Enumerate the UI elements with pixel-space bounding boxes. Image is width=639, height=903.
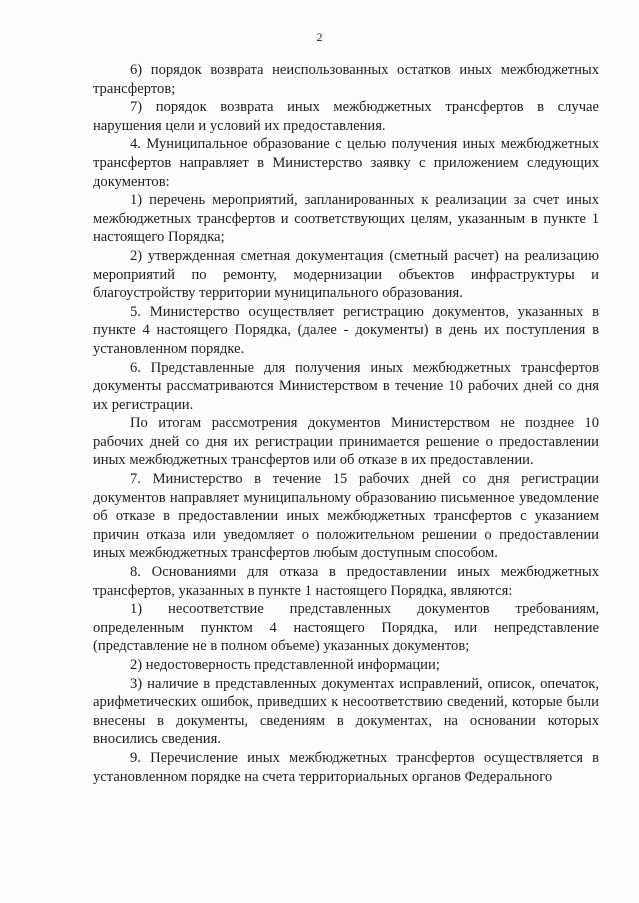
paragraph-clause-9: 9. Перечисление иных межбюджетных трансфертов осуществляется в установленном порядке на счета территориальных органов Федерального bbox=[93, 749, 599, 785]
paragraph-clause-8-item-1: 1) несоответствие представленных документов требованиям, определенным пунктом 4 настоящего Порядка, или непредставление (представление не в полном объеме) указанных документов; bbox=[93, 601, 599, 655]
paragraph-item-7: 7) порядок возврата иных межбюджетных трансфертов в случае нарушения цели и условий их предоставления. bbox=[93, 99, 599, 134]
paragraph-clause-5: 5. Министерство осуществляет регистрацию документов, указанных в пункте 4 настоящего Порядка, (далее - документы) в день их поступления в установленном порядке. bbox=[93, 303, 599, 357]
document-body bbox=[93, 61, 599, 786]
paragraph-clause-4-item-1: 1) перечень мероприятий, запланированных к реализации за счет иных межбюджетных трансфертов и соответствующих целям, указанным в пункте 1 настоящего Порядка; bbox=[93, 192, 599, 246]
paragraph-review-results: По итогам рассмотрения документов Министерством не позднее 10 рабочих дней со дня их регистрации принимается решение о предоставлении иных межбюджетных трансфертов или об отказе в их предоставлении. bbox=[93, 415, 599, 469]
paragraph-item-6: 6) порядок возврата неиспользованных остатков иных межбюджетных трансфертов; bbox=[93, 62, 599, 97]
paragraph-clause-4: 4. Муниципальное образование с целью получения иных межбюджетных трансфертов направляет в Министерство заявку с приложением следующих документов: bbox=[93, 136, 599, 190]
paragraph-clause-4-item-2: 2) утвержденная сметная документация (сметный расчет) на реализацию мероприятий по ремонту, модернизации объектов инфраструктуры и благоустройству территории муниципального образования. bbox=[93, 247, 599, 302]
paragraph-clause-6: 6. Представленные для получения иных межбюджетных трансфертов документы рассматриваются Министерством в течение 10 рабочих дней со дня их регистрации. bbox=[93, 359, 599, 413]
paragraph-clause-7: 7. Министерство в течение 15 рабочих дней со дня регистрации документов направляет муниципальному образованию письменное уведомление об отказе в предоставлении иных межбюджетных трансфертов с указанием причин отказа или уведомляет о положительном решении о предоставлении иных межбюджетных трансфертов любым доступным способом. bbox=[93, 471, 599, 562]
paragraph-clause-8: 8. Основаниями для отказа в предоставлении иных межбюджетных трансфертов, указанных в пункте 1 настоящего Порядка, являются: bbox=[93, 564, 599, 599]
paragraph-clause-8-item-2: 2) недостоверность представленной информации; bbox=[130, 657, 440, 673]
paragraph-clause-8-item-3: 3) наличие в представленных документах исправлений, описок, опечаток, арифметических ошибок, приведших к несоответствию сведений, которые были внесены в документы, сведениям в документах, на основании которых вносились сведения. bbox=[93, 675, 599, 748]
page-number: 2 bbox=[316, 30, 323, 44]
